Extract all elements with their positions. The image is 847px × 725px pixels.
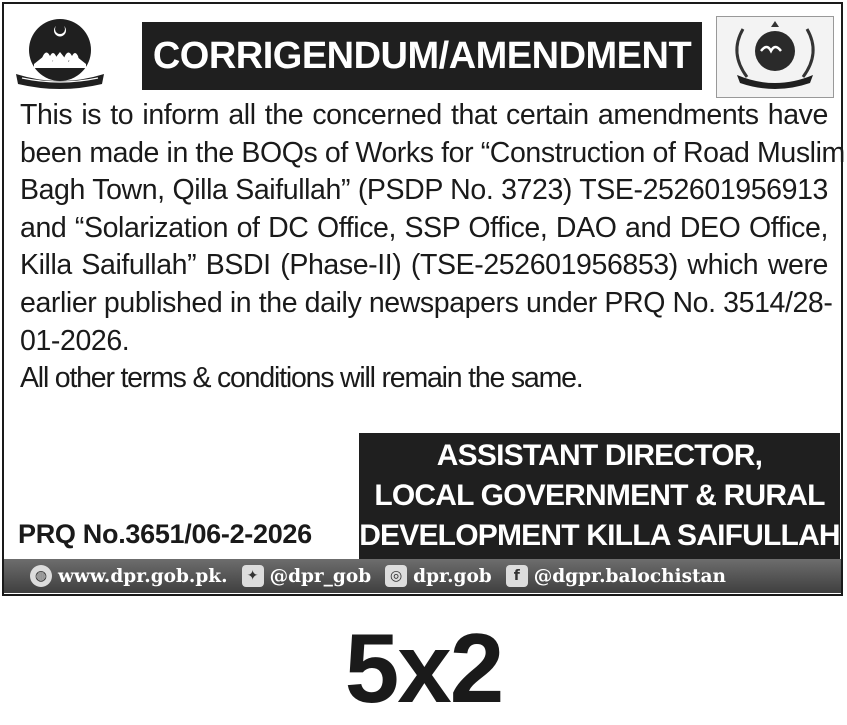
signature-location: DEVELOPMENT KILLA SAIFULLAH [359, 519, 840, 552]
signature-department: LOCAL GOVERNMENT & RURAL [374, 479, 825, 512]
instagram-icon: ◎ [385, 565, 407, 587]
prq-number: PRQ No.3651/06-2-2026 [18, 519, 312, 549]
page-title: CORRIGENDUM/AMENDMENT [142, 22, 702, 90]
body-line: 01-2026. [20, 324, 130, 357]
twitter-icon: ✦ [242, 565, 264, 587]
footer-instagram[interactable] [385, 565, 492, 587]
body-line: Bagh Town, Qilla Saifullah” (PSDP No. 3723) TSE-252601956913 [20, 174, 828, 207]
website-link[interactable]: www.dpr.gob.pk. [58, 565, 228, 587]
local-govt-emblem-icon [716, 16, 834, 98]
footer-contact-bar [4, 559, 841, 593]
ad-size-label: 5x2 [344, 613, 503, 723]
instagram-handle[interactable]: dpr.gob [413, 565, 492, 587]
footer-facebook[interactable] [506, 565, 726, 587]
body-line: This is to inform all the concerned that certain amendments have [20, 99, 828, 131]
body-line: Killa Saifullah” BSDI (Phase-II) (TSE-252601956853) which were [20, 249, 828, 282]
body-line: earlier published in the daily newspapers under PRQ No. 3514/28- [20, 286, 833, 319]
footer-website[interactable] [30, 565, 228, 587]
facebook-handle[interactable]: @dgpr.balochistan [533, 565, 726, 587]
body-line: been made in the BOQs of Works for “Construction of Road Muslim [20, 136, 845, 169]
signature-block [359, 433, 840, 559]
notice-body [20, 97, 845, 398]
body-line: and “Solarization of DC Office, SSP Office, DAO and DEO Office, [20, 211, 828, 244]
balochistan-emblem-icon [12, 12, 108, 94]
signature-designation: ASSISTANT DIRECTOR, [436, 439, 763, 472]
facebook-icon: f [506, 565, 528, 587]
twitter-handle[interactable]: @dpr_gob [269, 565, 372, 587]
footer-twitter[interactable] [242, 565, 372, 587]
globe-icon: ◍ [30, 565, 52, 587]
body-line: All other terms & conditions will remain the same. [20, 362, 583, 395]
